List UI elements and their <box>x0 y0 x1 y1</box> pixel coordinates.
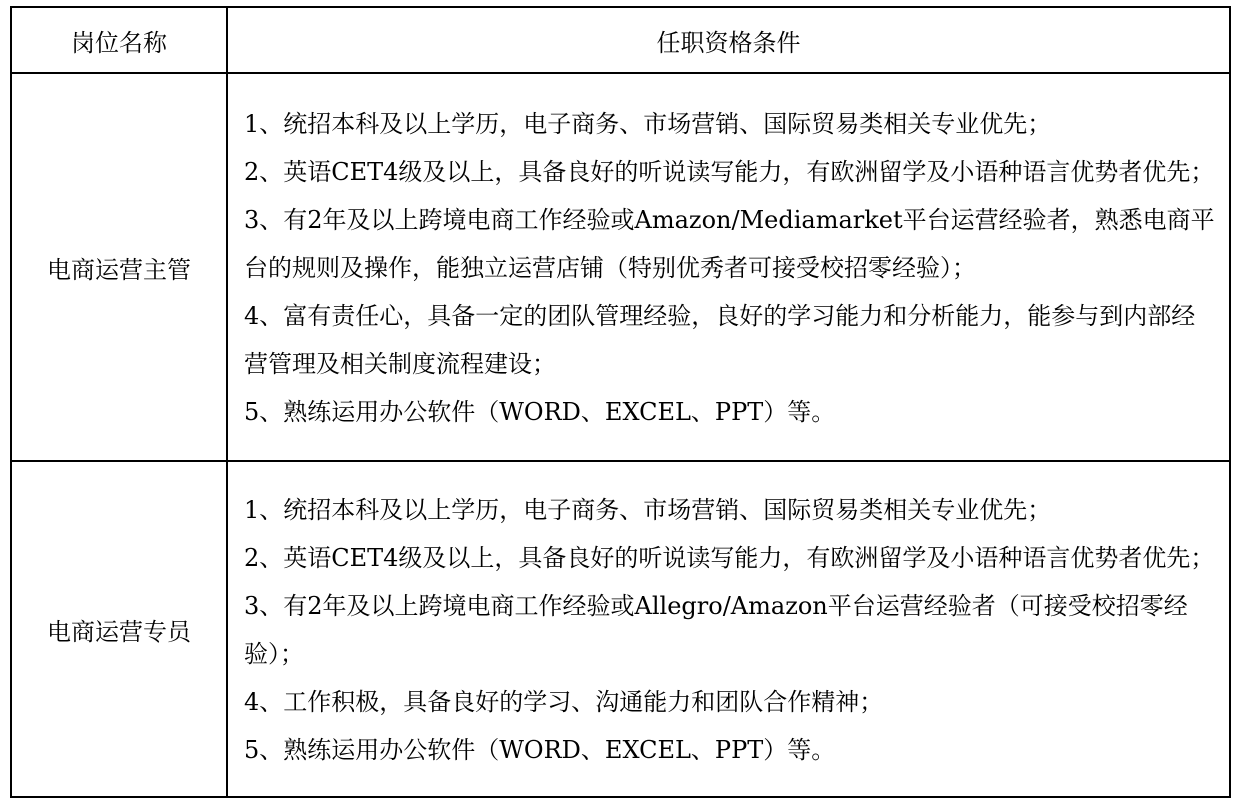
header-requirements: 任职资格条件 <box>227 7 1230 73</box>
requirement-item: 2、英语CET4级及以上，具备良好的听说读写能力，有欧洲留学及小语种语言优势者优先； <box>244 158 1215 186</box>
requirement-item: 5、熟练运用办公软件（WORD、EXCEL、PPT）等。 <box>244 736 836 764</box>
requirement-item: 1、统招本科及以上学历，电子商务、市场营销、国际贸易类相关专业优先； <box>244 496 1052 524</box>
requirements-list <box>244 94 1217 440</box>
position-name-cell: 电商运营专员 <box>11 461 227 797</box>
requirements-cell <box>227 461 1230 797</box>
position-name-cell: 电商运营主管 <box>11 73 227 461</box>
requirements-table <box>10 6 1231 798</box>
table-row <box>11 461 1230 797</box>
requirement-item: 3、有2年及以上跨境电商工作经验或Amazon/Mediamarket平台运营经验者，熟悉电商平台的规则及操作，能独立运营店铺（特别优秀者可接受校招零经验）； <box>244 206 1215 282</box>
table-header-row <box>11 7 1230 73</box>
requirement-item: 1、统招本科及以上学历，电子商务、市场营销、国际贸易类相关专业优先； <box>244 110 1052 138</box>
requirement-item: 4、工作积极，具备良好的学习、沟通能力和团队合作精神； <box>244 688 884 716</box>
requirement-item: 2、英语CET4级及以上，具备良好的听说读写能力，有欧洲留学及小语种语言优势者优先； <box>244 544 1215 572</box>
requirement-item: 3、有2年及以上跨境电商工作经验或Allegro/Amazon平台运营经验者（可接受校招零经验）； <box>244 592 1188 668</box>
header-position-name: 岗位名称 <box>11 7 227 73</box>
table-row <box>11 73 1230 461</box>
requirements-list <box>244 480 1217 778</box>
requirement-item: 5、熟练运用办公软件（WORD、EXCEL、PPT）等。 <box>244 398 836 426</box>
requirements-cell <box>227 73 1230 461</box>
requirement-item: 4、富有责任心，具备一定的团队管理经验，良好的学习能力和分析能力，能参与到内部经营管理及相关制度流程建设； <box>244 302 1196 378</box>
